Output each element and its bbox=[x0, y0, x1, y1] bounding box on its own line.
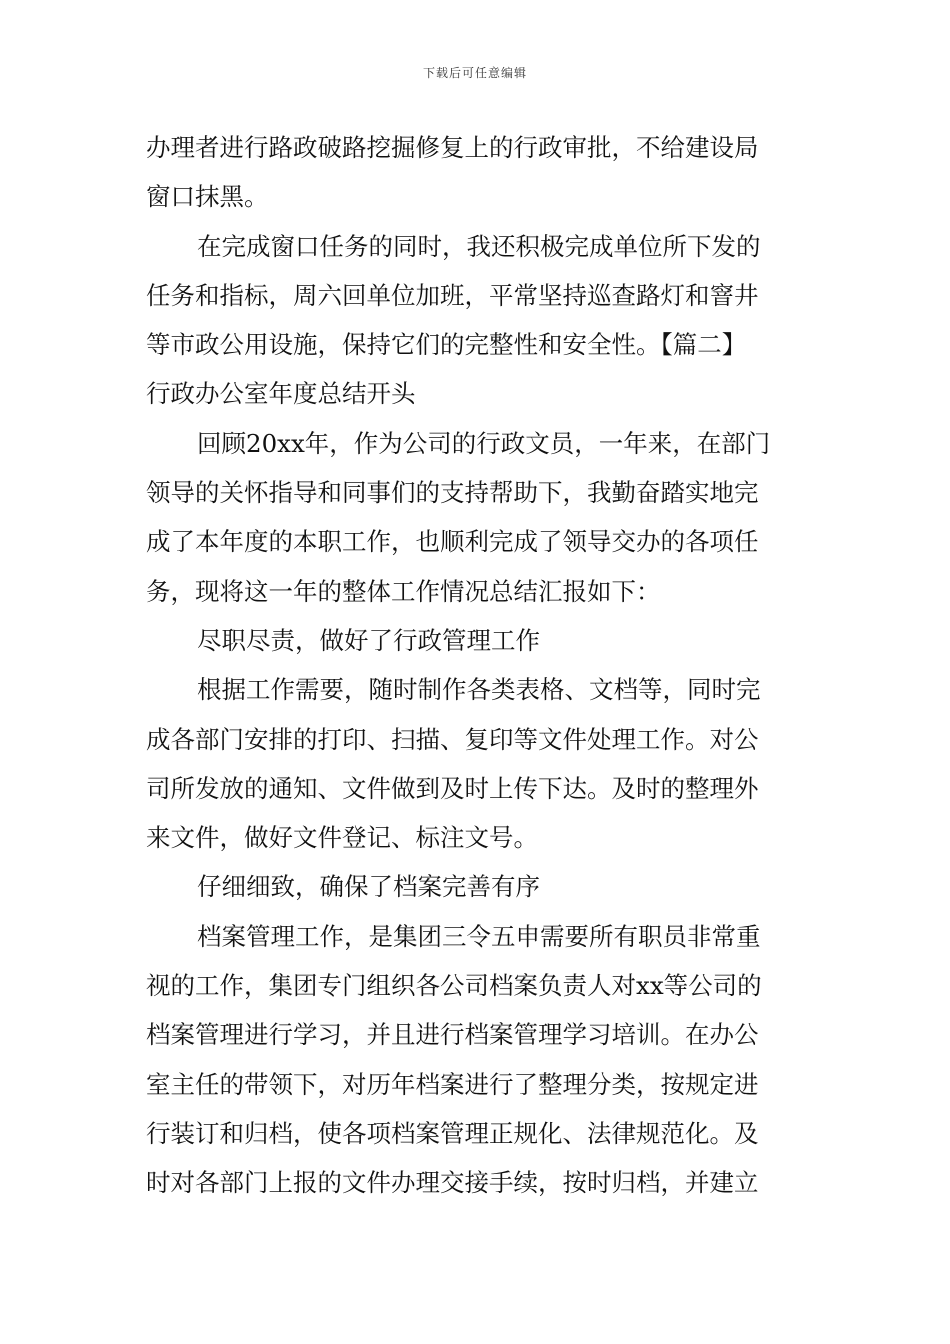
text-line: 根据工作需要，随时制作各类表格、文档等，同时完 bbox=[197, 675, 761, 705]
text-line: 在完成窗口任务的同时，我还积极完成单位所下发的 bbox=[197, 231, 761, 261]
text-line: 来文件，做好文件登记、标注文号。 bbox=[146, 823, 538, 853]
text-line: 档案管理工作，是集团三令五申需要所有职员非常重 bbox=[197, 921, 761, 951]
text-line: 务，现将这一年的整体工作情况总结汇报如下： bbox=[146, 576, 661, 606]
document-body bbox=[146, 123, 808, 1208]
text-line: 司所发放的通知、文件做到及时上传下达。及时的整理外 bbox=[146, 773, 759, 803]
text-line: 等市政公用设施，保持它们的完整性和安全性。【篇二】 bbox=[146, 330, 747, 360]
text-line: 档案管理进行学习，并且进行档案管理学习培训。在办公 bbox=[146, 1020, 759, 1050]
subheading: 尽职尽责，做好了行政管理工作 bbox=[197, 625, 540, 655]
subheading: 仔细细致，确保了档案完善有序 bbox=[197, 872, 540, 902]
text-line: 任务和指标，周六回单位加班，平常坚持巡查路灯和窨井 bbox=[146, 280, 759, 310]
text-line: 室主任的带领下，对历年档案进行了整理分类，按规定进 bbox=[146, 1069, 759, 1099]
text-line: 领导的关怀指导和同事们的支持帮助下，我勤奋踏实地完 bbox=[146, 478, 759, 508]
text-line: 成了本年度的本职工作，也顺利完成了领导交办的各项任 bbox=[146, 527, 759, 557]
text-line: 视的工作，集团专门组织各公司档案负责人对xx等公司的 bbox=[146, 971, 762, 1001]
text-line: 时对各部门上报的文件办理交接手续，按时归档，并建立 bbox=[146, 1168, 759, 1198]
page-header-note: 下载后可任意编辑 bbox=[422, 66, 527, 80]
text-line: 成各部门安排的打印、扫描、复印等文件处理工作。对公 bbox=[146, 724, 759, 754]
text-line: 回顾20xx年，作为公司的行政文员，一年来，在部门 bbox=[197, 428, 771, 458]
section-heading: 行政办公室年度总结开头 bbox=[146, 379, 416, 409]
text-line: 行装订和归档，使各项档案管理正规化、法律规范化。及 bbox=[146, 1118, 759, 1148]
text-line: 办理者进行路政破路挖掘修复上的行政审批，不给建设局 bbox=[146, 133, 759, 162]
text-block bbox=[146, 123, 808, 1208]
text-line: 窗口抹黑。 bbox=[146, 182, 269, 212]
